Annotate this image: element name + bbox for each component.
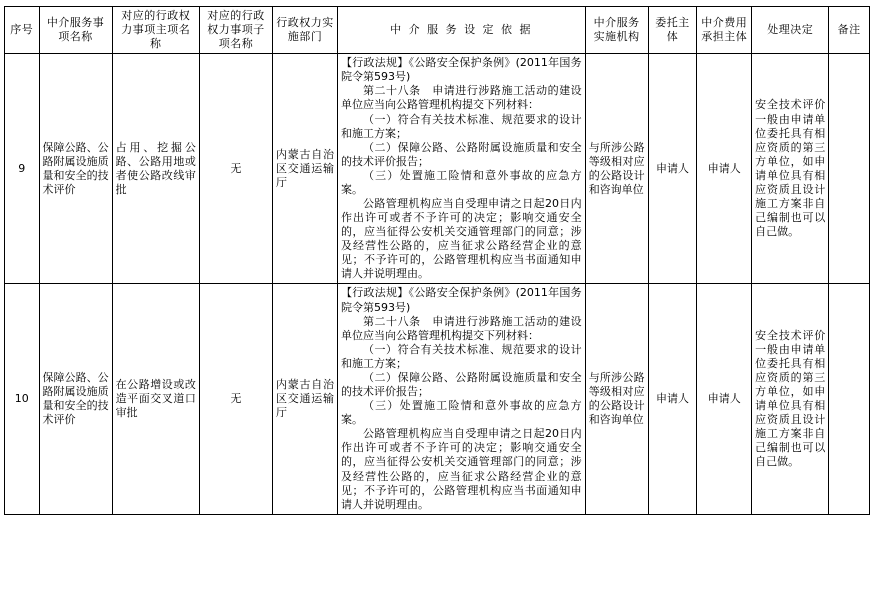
cell-power-sub: 无	[199, 54, 272, 284]
table-row	[5, 284, 870, 514]
cell-remark	[829, 54, 870, 284]
cell-power-main: 在公路增设或改造平面交叉道口审批	[112, 284, 199, 514]
header-institution: 中介服务实施机构	[585, 7, 648, 54]
cell-service-name: 保障公路、公路附属设施质量和安全的技术评价	[39, 54, 112, 284]
header-department: 行政权力实施部门	[273, 7, 338, 54]
cell-fee-bearer: 申请人	[697, 54, 752, 284]
cell-power-main: 占用、挖掘公路、公路用地或者使公路改线审批	[112, 54, 199, 284]
basis-line: （三）处置施工险情和意外事故的应急方案。	[340, 399, 582, 427]
cell-institution: 与所涉公路等级相对应的公路设计和咨询单位	[585, 54, 648, 284]
basis-line: 【行政法规】《公路安全保护条例》(2011年国务院令第593号)	[340, 56, 582, 84]
basis-line: （一）符合有关技术标准、规范要求的设计和施工方案；	[340, 342, 582, 370]
basis-line: 第二十八条 申请进行涉路施工活动的建设单位应当向公路管理机构提交下列材料：	[340, 314, 582, 342]
cell-institution: 与所涉公路等级相对应的公路设计和咨询单位	[585, 284, 648, 514]
basis-line: （一）符合有关技术标准、规范要求的设计和施工方案；	[340, 112, 582, 140]
header-basis: 中 介 服 务 设 定 依 据	[337, 7, 585, 54]
header-power-main: 对应的行政权力事项主项名称	[112, 7, 199, 54]
cell-department: 内蒙古自治区交通运输厅	[273, 284, 338, 514]
basis-line: （二）保障公路、公路附属设施质量和安全的技术评价报告；	[340, 140, 582, 168]
header-service-name: 中介服务事项名称	[39, 7, 112, 54]
basis-line: （三）处置施工险情和意外事故的应急方案。	[340, 168, 582, 196]
cell-fee-bearer: 申请人	[697, 284, 752, 514]
header-power-sub: 对应的行政权力事项子项名称	[199, 7, 272, 54]
basis-line: 第二十八条 申请进行涉路施工活动的建设单位应当向公路管理机构提交下列材料：	[340, 84, 582, 112]
cell-seq: 10	[5, 284, 40, 514]
cell-entrust: 申请人	[648, 54, 697, 284]
header-seq: 序号	[5, 7, 40, 54]
cell-power-sub: 无	[199, 284, 272, 514]
basis-line: 公路管理机构应当自受理申请之日起20日内作出许可或者不予许可的决定；影响交通安全的，应当征得公安机关交通管理部门的同意；涉及经营性公路的，应当征求公路经营企业的意见；不予许可的，公路管理机构应当书面通知申请人并说明理由。	[340, 427, 582, 511]
cell-remark	[829, 284, 870, 514]
basis-line: 【行政法规】《公路安全保护条例》(2011年国务院令第593号)	[340, 286, 582, 314]
cell-entrust: 申请人	[648, 284, 697, 514]
cell-basis	[337, 54, 585, 284]
basis-line: 公路管理机构应当自受理申请之日起20日内作出许可或者不予许可的决定；影响交通安全的，应当征得公安机关交通管理部门的同意；涉及经营性公路的，应当征求公路经营企业的意见；不予许可的，公路管理机构应当书面通知申请人并说明理由。	[340, 197, 582, 281]
table-header-row	[5, 7, 870, 54]
header-decision: 处理决定	[752, 7, 829, 54]
table-row	[5, 54, 870, 284]
cell-service-name: 保障公路、公路附属设施质量和安全的技术评价	[39, 284, 112, 514]
header-entrust: 委托主体	[648, 7, 697, 54]
cell-decision: 安全技术评价一般由申请单位委托具有相应资质的第三方单位，如申请单位具有相应资质且设计施工方案非自己编制也可以自己做。	[752, 284, 829, 514]
header-fee-bearer: 中介费用承担主体	[697, 7, 752, 54]
cell-seq: 9	[5, 54, 40, 284]
cell-department: 内蒙古自治区交通运输厅	[273, 54, 338, 284]
intermediary-service-table	[4, 6, 870, 515]
cell-decision: 安全技术评价一般由申请单位委托具有相应资质的第三方单位，如申请单位具有相应资质且设计施工方案非自己编制也可以自己做。	[752, 54, 829, 284]
basis-line: （二）保障公路、公路附属设施质量和安全的技术评价报告；	[340, 370, 582, 399]
cell-basis	[337, 284, 585, 514]
header-remark: 备注	[829, 7, 870, 54]
